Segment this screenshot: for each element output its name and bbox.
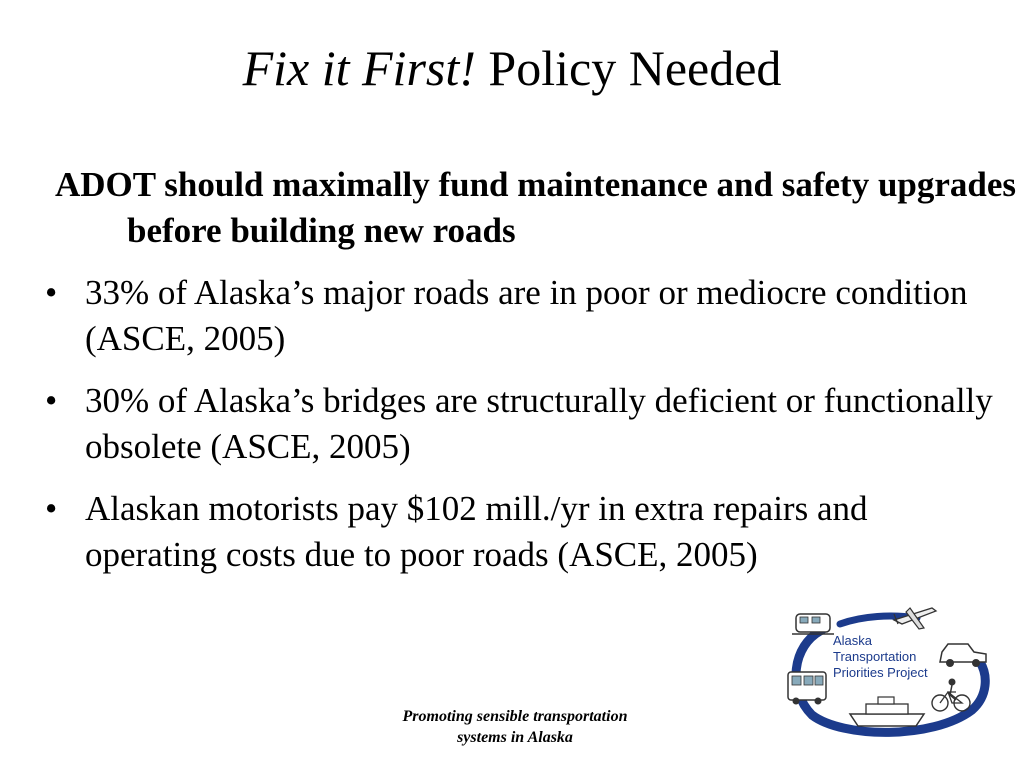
slide-title-plain: Policy Needed [475,40,782,96]
logo-text-line: Transportation [833,649,917,664]
project-logo [782,600,994,740]
train-icon [792,614,834,634]
bullet-mark: • [45,273,58,312]
car-icon [940,644,986,667]
bullet-mark: • [45,489,58,528]
bullet-text: 33% of Alaska’s major roads are in poor or mediocre condition (ASCE, 2005) [85,273,968,358]
footer-tagline [330,706,700,748]
bullet-list [45,270,1005,594]
policy-heading: ADOT should maximally fund maintenance and safety upgrades before building new roads [55,165,1017,250]
bullet-mark: • [45,381,58,420]
bullet-item [45,378,1005,470]
slide-title [0,38,1024,98]
footer-line: Promoting sensible transportation [402,708,628,725]
ferry-icon [850,697,924,726]
bicycle-icon [932,679,970,712]
bullet-text: Alaskan motorists pay $102 mill./yr in extra repairs and operating costs due to poor roads (ASCE, 2005) [85,489,868,574]
logo-text-line: Priorities Project [833,665,928,680]
bullet-item [45,270,1005,362]
footer-line: systems in Alaska [457,729,573,746]
bullet-text: 30% of Alaska’s bridges are structurally deficient or functionally obsolete (ASCE, 2005) [85,381,993,466]
slide-title-italic: Fix it First! [242,40,476,96]
bullet-item [45,486,1005,578]
bus-icon [788,672,826,705]
airplane-icon [894,608,936,629]
logo-text-line: Alaska [833,633,873,648]
